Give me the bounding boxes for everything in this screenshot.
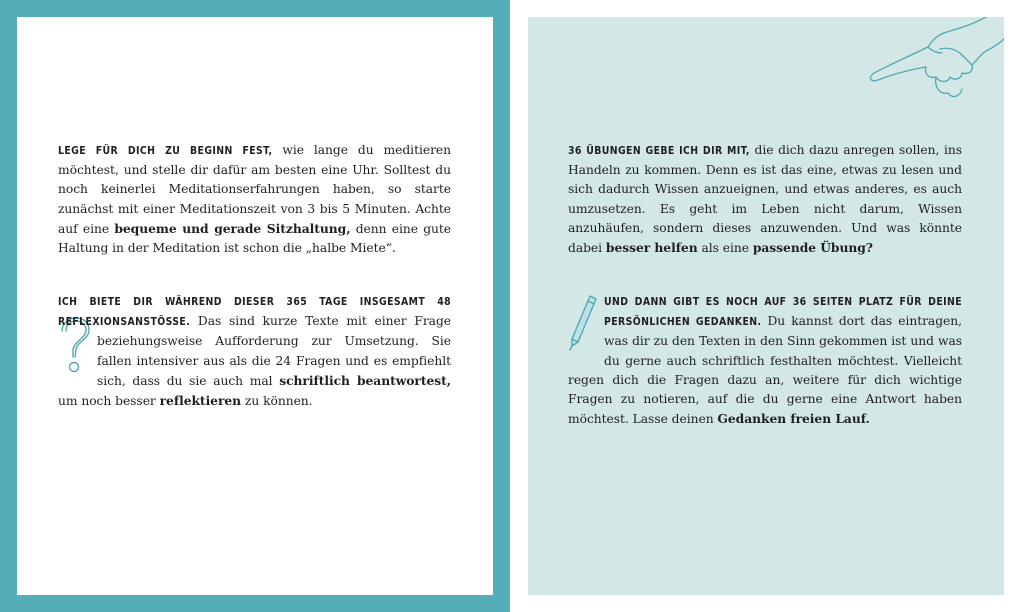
right-block1-text2: als eine: [697, 241, 753, 256]
left-block2-text3: zu können.: [241, 394, 313, 409]
right-block1-bold1: besser helfen: [605, 240, 698, 256]
left-block2-text2: um noch besser: [58, 394, 160, 409]
right-block1-bold2: passende Übung?: [752, 240, 873, 256]
left-block-meditation-duration: [58, 141, 451, 258]
left-block1-bold1: bequeme und gerade Sitzhaltung,: [114, 220, 351, 236]
left-block2-heading: ICH BIETE DIR WÄHREND DIESER 365 TAGE INSGESAMT 48 REFLEXIONSANSTÖSSE.: [58, 296, 451, 329]
right-block1-text1: die dich dazu anregen sollen, ins Handeln zu kommen. Denn es ist das eine, etwas zu lesen und sich dadurch Wissen anzueignen, und etwas anderes, es auch umzusetzen. Es geht im Leben nicht darum, Wissen anzuhäufen, sondern dieses anzuwenden. Und was könnte dabei: [568, 143, 963, 256]
right-block2-bold1: Gedanken freien Lauf.: [717, 411, 870, 427]
left-block-reflection-prompts: [58, 292, 451, 411]
right-page: [528, 17, 1004, 595]
pointing-hand-icon: [844, 17, 1004, 112]
pen-icon: [566, 294, 602, 354]
right-block1-heading: 36 ÜBUNGEN GEBE ICH DIR MIT,: [568, 145, 750, 157]
left-block2-text1: Das sind kurze Texte mit einer Frage beziehungsweise Aufforderung zur Umsetzung. Sie fallen intensiver aus als die 24 Fragen und es empfiehlt sich, dass du sie auch mal: [97, 314, 451, 388]
right-block2-heading: UND DANN GIBT ES NOCH AUF 36 SEITEN PLATZ FÜR DEINE PERSÖNLICHEN GEDANKEN.: [604, 296, 962, 329]
right-block-exercises: [568, 141, 962, 258]
left-page: [17, 17, 493, 595]
left-block1-heading: LEGE FÜR DICH ZU BEGINN FEST,: [58, 145, 273, 157]
left-block1-text2: denn eine gute Haltung in der Meditation ist schon die „halbe Miete“.: [58, 221, 452, 256]
left-block2-bold2: reflektieren: [159, 393, 242, 409]
right-block-notes-pages: [568, 292, 962, 429]
left-block1-text1: wie lange du meditieren möchtest, und stelle dir dafür am besten eine Uhr. Solltest du noch keinerlei Meditationserfahrungen haben, so starte zunächst mit einer Meditationszeit von 3 bis 5 Minuten. Achte auf eine: [58, 143, 451, 236]
right-block2-text1: Du kannst dort das eintragen, was dir zu den Texten in den Sinn gekommen ist und was du gerne auch schriftlich festhalten möchtest. Vielleicht regen dich die Fragen dazu an, weitere für dich wichtige Fragen zu notieren, auf die du gerne eine Antwort haben möchtest. Lasse deinen: [568, 314, 962, 427]
left-block2-bold1: schriftlich beantwortest,: [279, 372, 451, 388]
